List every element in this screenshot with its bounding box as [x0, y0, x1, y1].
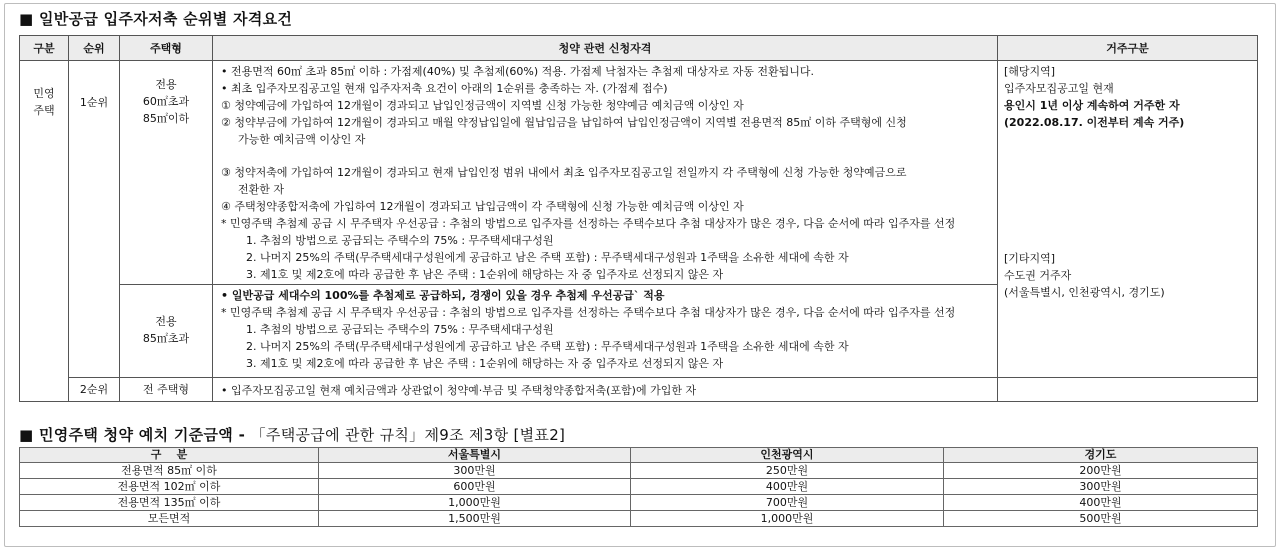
section-title-deposit [19, 424, 565, 445]
qual-line: • 일반공급 세대수의 100%를 추첨제로 공급하되, 경쟁이 있을 경우 추첨제 우선공급` 적용 [221, 289, 665, 302]
residence-area1-line: 입주자모집공고일 현재 [1004, 82, 1114, 95]
deposit-header-row [20, 448, 1258, 463]
amount-cell: 700만원 [631, 495, 944, 511]
amount-cell: 1,000만원 [319, 495, 631, 511]
header-qualification: 청약 관련 신청자격 [213, 36, 998, 61]
qualification-type-b [213, 285, 998, 378]
qual-line: • 입주자모집공고일 현재 예치금액과 상관없이 청약예·부금 및 주택청약종합저축(포함)에 가입한 자 [221, 383, 697, 397]
type-b-line: 전용 [155, 315, 177, 328]
deposit-title-main: ■ 민영주택 청약 예치 기준금액 - [19, 426, 246, 444]
amount-cell: 400만원 [944, 495, 1258, 511]
category-cell [20, 61, 69, 402]
table-row [20, 511, 1258, 527]
qual-line: ③ 청약저축에 가입하여 12개월이 경과되고 현재 납입인정 범위 내에서 최초 입주자모집공고일 전일까지 각 주택형에 신청 가능한 청약예금으로 [221, 166, 907, 179]
section-title-eligibility: ■ 일반공급 입주자저축 순위별 자격요건 [19, 10, 293, 28]
residence-area1-line: 용인시 1년 이상 계속하여 거주한 자 [1004, 99, 1180, 112]
qual-line: 1. 추첨의 방법으로 공급되는 주택수의 75% : 무주택세대구성원 [246, 323, 554, 336]
qual-line: 2. 나머지 25%의 주택(무주택세대구성원에게 공급하고 남은 주택 포함) : 무주택세대구성원과 1주택을 소유한 세대에 속한 자 [246, 340, 849, 353]
type-a-line: 전용 [155, 78, 177, 91]
qual-line: 가능한 예치금액 이상인 자 [238, 133, 366, 146]
header-category: 구분 [20, 36, 69, 61]
amount-cell: 1,500만원 [319, 511, 631, 527]
row-rank1-type-a [20, 61, 1258, 285]
residence-empty [998, 378, 1258, 402]
qual-line: • 전용면적 60㎡ 초과 85㎡ 이하 : 가점제(40%) 및 추첨제(60%) 적용. 가점제 낙첨자는 추첨제 대상자로 자동 전환됩니다. [221, 65, 814, 78]
header-rank: 순위 [69, 36, 120, 61]
eligibility-table [19, 35, 1258, 402]
header-housing-type: 주택형 [120, 36, 213, 61]
amount-cell: 400만원 [631, 479, 944, 495]
residence-area2-label: [기타지역] [1004, 252, 1056, 265]
residence-spacer [1004, 131, 1251, 250]
deposit-header-incheon: 인천광역시 [631, 448, 944, 463]
rank2-cell: 2순위 [69, 378, 120, 402]
qual-line: • 최초 입주자모집공고일 현재 입주자저축 요건이 아래의 1순위를 충족하는 자. (가점제 접수) [221, 82, 668, 95]
amount-cell: 250만원 [631, 463, 944, 479]
type-a-line: 85㎡이하 [142, 112, 190, 125]
residence-cell [998, 61, 1258, 378]
residence-area2-line: (서울특별시, 인천광역시, 경기도) [1004, 286, 1165, 299]
area-cell: 전용면적 135㎡ 이하 [20, 495, 319, 511]
residence-area1-line: (2022.08.17. 이전부터 계속 거주) [1004, 116, 1185, 129]
area-cell: 전용면적 85㎡ 이하 [20, 463, 319, 479]
amount-cell: 200만원 [944, 463, 1258, 479]
area-cell: 전용면적 102㎡ 이하 [20, 479, 319, 495]
eligibility-header-row [20, 36, 1258, 61]
amount-cell: 300만원 [319, 463, 631, 479]
deposit-header-gyeonggi: 경기도 [944, 448, 1258, 463]
amount-cell: 600만원 [319, 479, 631, 495]
qual-line: 2. 나머지 25%의 주택(무주택세대구성원에게 공급하고 남은 주택 포함) : 무주택세대구성원과 1주택을 소유한 세대에 속한 자 [246, 251, 849, 264]
deposit-title-rule: 「주택공급에 관한 규칙」제9조 제3항 [별표2] [250, 426, 566, 444]
type-b-cell [120, 285, 213, 378]
deposit-header-category: 구 분 [20, 448, 319, 463]
type-a-line: 60㎡초과 [142, 95, 190, 108]
row-rank2 [20, 378, 1258, 402]
residence-area2-line: 수도권 거주자 [1004, 269, 1072, 282]
qual-line: 3. 제1호 및 제2호에 따라 공급한 후 남은 주택 : 1순위에 해당하는 자 중 입주자로 선정되지 않은 자 [246, 357, 724, 370]
header-residence: 거주구분 [998, 36, 1258, 61]
qual-line: 전환한 자 [238, 183, 285, 196]
table-row [20, 495, 1258, 511]
deposit-table [19, 447, 1258, 527]
qual-line: 3. 제1호 및 제2호에 따라 공급한 후 남은 주택 : 1순위에 해당하는 자 중 입주자로 선정되지 않은 자 [246, 268, 724, 281]
qual-line: 1. 추첨의 방법으로 공급되는 주택수의 75% : 무주택세대구성원 [246, 234, 554, 247]
qual-line: ④ 주택청약종합저축에 가입하여 12개월이 경과되고 납입금액이 각 주택형에 신청 가능한 예치금액 이상인 자 [221, 200, 744, 213]
rank1-cell: 1순위 [69, 61, 120, 378]
type-b-line: 85㎡초과 [142, 332, 190, 345]
table-row [20, 479, 1258, 495]
qual-line: ① 청약예금에 가입하여 12개월이 경과되고 납입인정금액이 지역별 신청 가능한 청약예금 예치금액 이상인 자 [221, 99, 744, 112]
qual-line: * 민영주택 추첨제 공급 시 무주택자 우선공급 : 추첨의 방법으로 입주자를 선정하는 주택수보다 추첨 대상자가 많은 경우, 다음 순서에 따라 입주자를 선정 [221, 306, 956, 319]
qual-spacer [221, 148, 991, 164]
table-row [20, 463, 1258, 479]
qual-line: ② 청약부금에 가입하여 12개월이 경과되고 매월 약정납입일에 월납입금을 납입하여 납입인정금액이 지역별 전용면적 85㎡ 이하 주택형에 신청 [221, 116, 907, 129]
amount-cell: 300만원 [944, 479, 1258, 495]
qualification-rank2 [213, 378, 998, 402]
qual-line: * 민영주택 추첨제 공급 시 무주택자 우선공급 : 추첨의 방법으로 입주자를 선정하는 주택수보다 추첨 대상자가 많은 경우, 다음 순서에 따라 입주자를 선정 [221, 217, 956, 230]
deposit-header-seoul: 서울특별시 [319, 448, 631, 463]
category-line: 민영 [33, 87, 55, 100]
amount-cell: 1,000만원 [631, 511, 944, 527]
category-line: 주택 [33, 104, 55, 117]
type-all-cell: 전 주택형 [120, 378, 213, 402]
qualification-type-a [213, 61, 998, 285]
area-cell: 모든면적 [20, 511, 319, 527]
residence-area1-label: [해당지역] [1004, 65, 1056, 78]
amount-cell: 500만원 [944, 511, 1258, 527]
type-a-cell [120, 61, 213, 285]
